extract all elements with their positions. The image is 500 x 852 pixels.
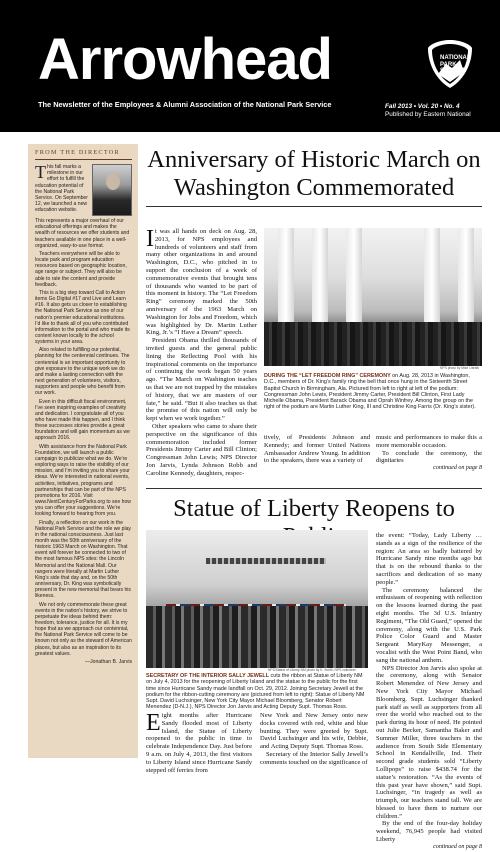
- sidebar-heading: FROM THE DIRECTOR: [35, 150, 132, 160]
- caption-lead: SECRETARY OF THE INTERIOR SALLY JEWELL: [146, 673, 269, 679]
- caption-lead: DURING THE “LET FREEDOM RING” CEREMONY: [264, 373, 391, 379]
- march-paragraph: President Obama thrilled thousands of invited guests and the general public lining the Reflecting Pool with his inspirational comments on the importance of continuing the work began 50 years ago. “The March on Washington teaches us that we are not trapped by the mistakes of history, that we are masters of our fate,” he said. “But it also teaches us that the promise of this nation will only be kept when we work together.”: [146, 337, 257, 423]
- photo-credit: NPS photo by Mike Libratti: [440, 366, 480, 370]
- liberty-text: By the end of the four-day holiday weekend, 76,945 people had visited Liberty: [376, 820, 482, 844]
- liberty-dropcap: E: [146, 710, 161, 736]
- sidebar-paragraph: We not only commemorate these great events in the nation’s history, we strive to perpetuate the ideas behind them: freedom, tolerance, justice for all. It is my hope that as we approach our centennial, the National Park Service will come to be known not only as the steward of American places, but also as an inspiration to its greatest values.: [35, 601, 132, 657]
- masthead: [0, 0, 500, 132]
- march-text: music and performances to make this a more memorable occasion.: [376, 434, 482, 449]
- liberty-text: ight months after Hurricane Sandy flooded most of Liberty Island, the Statue of Liberty reopened to the public in time to celebrate Independence Day. Just before 9 a.m. on July 4, 2013, the first visitors to Liberty Island since Hurricane Sandy stepped off ferries from: [146, 712, 252, 774]
- march-column-3: [376, 434, 482, 486]
- photo-credit: NPS/Statue of Liberty NM photo by K. Smith, NPS volunteer: [268, 668, 356, 672]
- march-text: To conclude the ceremony, the dignitaries: [376, 449, 482, 465]
- sidebar-paragraph: This represents a major overhaul of our educational offerings and makes the wealth of resources we offer students and teachers available in one place in a well-organized, easy-to-use format.: [35, 218, 130, 249]
- article-headline-liberty: Statue of Liberty Reopens to: [173, 495, 455, 522]
- let-freedom-ring-photo: [264, 228, 482, 366]
- march-column-1: [146, 228, 257, 485]
- newsletter-title: Arrowhead: [38, 27, 332, 92]
- director-portrait: [92, 164, 132, 216]
- sidebar-lead-text: his fall marks a milestone in our effort to fulfill the education potential of the National Park Service. On September 12, we launched a new education website.: [35, 164, 88, 214]
- newsletter-subtitle: The Newsletter of the Employees & Alumni Association of the National Park Service: [38, 100, 332, 109]
- nps-logo-text: NATIONAL PARK SERVICE: [440, 55, 471, 75]
- march-dropcap: I: [146, 226, 154, 252]
- liberty-column-3: [376, 532, 482, 850]
- liberty-column-1: [146, 710, 252, 774]
- liberty-text: New York and New Jersey onto new docks covered with red, white and blue bunting. They were greeted by Supt. David Luchsinger and his wife, Debbie, and Acting Deputy Supt. Thomas Ross.: [260, 712, 368, 751]
- liberty-column-2: [260, 712, 368, 764]
- issue-number: Fall 2013 • Vol. 20 • No. 4: [385, 103, 460, 110]
- director-signature: —Jonathan B. Jarvis: [85, 658, 132, 665]
- section-divider: [146, 488, 482, 489]
- director-column: [28, 144, 138, 758]
- sidebar-paragraph: This is a big step toward Call to Action items Go Digital #17 and Live and Learn #16. It also gets us closer to establishing the National Park Service as one of our nation’s premier educational institutions. I’d like to thank all of you who contributed information to the portal and who made its content known locally to the school systems in your area.: [35, 289, 130, 346]
- sidebar-paragraph: With assistance from the National Park Foundation, we will launch a public campaign to publicize what we do. We’re exploring ways to raise the visibility of our mission, and I’m inviting you to share your ideas. We’re interested in national events, activities, initiatives, programs and partnerships that can be part of the NPS promotions for 2016. Visit www.NextCenturyForParks.org to see how you can offer your suggestions. We’re looking forward to hearing from you.: [35, 443, 131, 518]
- march-text: t was all hands on deck on Aug. 28, 2013, for NPS employees and hundreds of volunteers and staff from many other organizations in and around Washington, D.C., who pitched in to support the conclusion of a week of commemorative events that brought tens of thousands who wanted to be part of this moment in history. The “Let Freedom Ring” ceremony marked the 50th anniversary of the 1963 March on Washington for Jobs and Freedom, which was highlighted by Dr. Martin Luther King, Jr.’s “I Have a Dream” speech.: [146, 228, 257, 337]
- march-column-2: [264, 434, 370, 484]
- continued-link[interactable]: continued on page 8: [433, 465, 482, 472]
- liberty-photo-caption: [146, 673, 368, 711]
- liberty-text: the event: “Today, Lady Liberty … stands as a sign of the resilience of the region: An area so badly battered by Hurricane Sandy nine months ago but that is on the rebound thanks to the sacrifices and dedication of so many people.”: [376, 532, 482, 586]
- liberty-text: The ceremony balanced the enthusiasm of reopening with reflection on the lessons learned during the past eight months. The 3d U.S. Infantry Regiment, “The Old Guard,” opened the ceremony, along with the U.S. Park Police Color Guard and Master Sergeant MaryKay Messenger, a vocalist with the West Point Band, who sang the national anthem.: [376, 586, 482, 664]
- sidebar-paragraph: Teachers everywhere will be able to locate park and program education resources based on geographic location, age range or subject. They will also be able to rate the content and provide feedback.: [35, 250, 127, 288]
- sidebar-paragraph: Finally, a reflection on our work in the National Park Service and the role we play in the national consciousness. Just last month was the 50th anniversary of the historic 1963 March on Washington. That event will forever be connected to two of the most famous NPS sites: the Lincoln Memorial and the National Mall. Our rangers were literally at Martin Luther King’s side that day and, on the 50th anniversary, Dr. King was symbolically present in the new memorial that bears his likeness.: [35, 519, 131, 600]
- sidebar-dropcap: T: [35, 162, 46, 183]
- liberty-text: NPS Director Jon Jarvis also spoke at the ceremony, along with Senator Robert Menendez of New Jersey and New York City Mayor Michael Bloomberg. Supt. Luchsinger thanked park staff as well as supporters from all over the world who reached out to the park during its hour of need. He pointed out Julie Becker, Samantha Baker and Summer Miller, three teachers in the audience from South Side Elementary School in Kendallville, Ind. Their second grade students sold “Liberty Lollipops” to raise $438.74 for the statue’s restoration. “As the events of this past year have shown,” said Supt. Luchsinger, “in tragedy as well as triumph, our teachers stand tall. We are blessed to have them to nurture our children.”: [376, 664, 482, 820]
- statue-of-liberty-photo: [146, 530, 368, 668]
- article-headline-march: Anniversary of Historic March on Washington Commemorated: [147, 146, 481, 201]
- issue-info: [385, 103, 471, 119]
- publisher: Published by Eastern National: [385, 111, 471, 118]
- caption-text: on Aug. 28, 2013 in Washington, D.C., members of Dr. King’s family ring the bell that once hung in the Sixteenth Street Baptist Church in Birmingham, Ala. Pictured from left to right at left of the podium: Congressman John Lewis, President Jimmy Carter, President Bill Clinton, First Lady Michelle Obama, President Barack Obama and Oprah Winfrey. Among the group on the right of the podium are Martin Luther King, III and Christine King Farris (Dr. King’s sister).: [264, 373, 476, 411]
- sidebar-lead: [35, 164, 89, 216]
- march-photo-caption: [264, 373, 482, 411]
- march-paragraph: [146, 228, 257, 337]
- sidebar-paragraph: Even in this difficult fiscal environment, I’ve seen inspiring examples of creativity and dedication. I congratulate all of you who have made this happen, and I think these successes stories provide a great foundation and will gain momentum as we approach 2016.: [35, 398, 130, 442]
- continued-link[interactable]: continued on page 8: [433, 843, 482, 850]
- march-text: tively, of Presidents Johnson and Kennedy; and former United Nations Ambassador Andrew Young. In addition to the speakers, there was a variety of: [264, 434, 370, 465]
- liberty-text: Secretary of the Interior Sally Jewell’s comments touched on the significance of: [260, 750, 368, 766]
- caption-text: cuts the ribbon at Statue of Liberty NM on July 4, 2013 for the reopening of Liberty Island and the statue to the public for the first time since Hurricane Sandy made landfall on Oct. 29, 2012. Joining Secretary Jewell at the podium for the ribbon-cutting ceremony are (pictured from left to right): Statue of Liberty NM Supt. David Luchsinger, New York City Mayor Michael Bloomberg, Senator Robert Menendez (D-N.J.), NPS Director Jon Jarvis and Acting Deputy Supt. Thomas Ross.: [146, 673, 365, 711]
- sidebar-paragraph: Also related to fulfilling our potential, planning for the centennial continues. The centennial is an important opportunity to give exposure to the unique work we do and make a lasting connection with the next generation of volunteers, visitors, supporters and people who benefit from our work.: [35, 347, 130, 397]
- sidebar-body: [35, 218, 132, 665]
- headline-rule: [146, 206, 482, 207]
- march-paragraph: Other speakers who came to share their perspective on the significance of this commemoration included former Presidents Jimmy Carter and Bill Clinton; Congressman John Lewis; NPS Director Jon Jarvis, Lynda Johnson Robb and Caroline Kennedy, daughters, respec-: [146, 422, 257, 477]
